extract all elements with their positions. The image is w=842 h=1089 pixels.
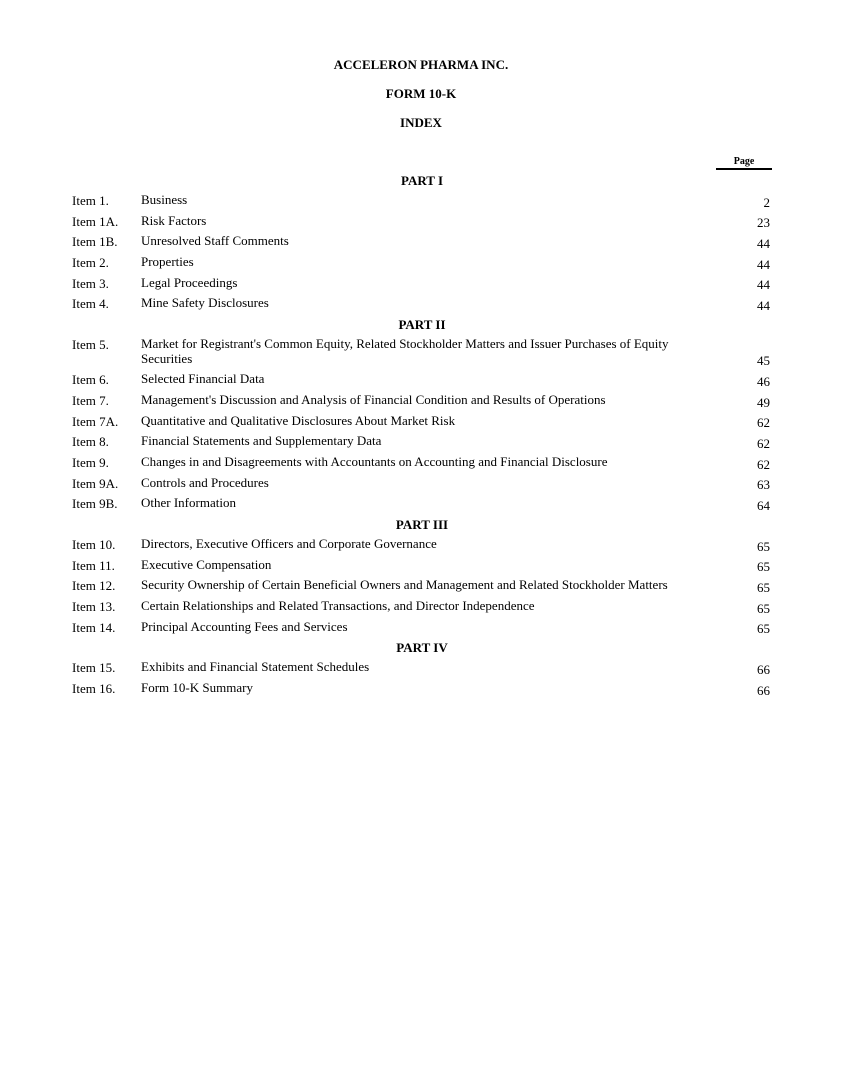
toc-row[interactable] [72, 391, 772, 412]
item-number: Item 6. [72, 372, 109, 388]
item-page-number: 62 [757, 456, 770, 472]
item-title[interactable]: Form 10-K Summary [141, 680, 253, 696]
item-number: Item 1. [72, 193, 109, 208]
item-number: Item 13. [72, 599, 116, 614]
item-title[interactable]: Unresolved Staff Comments [141, 233, 289, 249]
company-name: ACCELERON PHARMA INC. [333, 57, 509, 72]
item-number: Item 9B. [72, 496, 118, 512]
toc-row[interactable] [72, 253, 772, 274]
item-title[interactable]: Changes in and Disagreements with Accountants on Accounting and Financial Disclosure [141, 453, 608, 469]
item-page-number: 44 [757, 256, 770, 272]
item-page-number: 23 [757, 215, 770, 231]
item-page-number: 45 [757, 353, 770, 369]
item-title[interactable]: Principal Accounting Fees and Services [141, 618, 348, 634]
item-page-number: 66 [757, 662, 770, 678]
item-title[interactable]: Financial Statements and Supplementary Data [141, 433, 382, 449]
item-page-number: 65 [757, 538, 770, 554]
item-page-number: 62 [757, 415, 770, 431]
page-column-header: Page [716, 156, 772, 170]
item-title[interactable]: Market for Registrant's Common Equity, Related Stockholder Matters and Issuer Purchases of Equity Securities [141, 336, 669, 366]
item-number: Item 9A. [72, 475, 119, 491]
item-title[interactable]: Certain Relationships and Related Transactions, and Director Independence [141, 598, 535, 613]
item-title[interactable]: Risk Factors [141, 212, 207, 228]
toc-row[interactable] [72, 294, 772, 315]
item-title[interactable]: Other Information [141, 495, 236, 511]
toc-row[interactable] [72, 232, 772, 253]
item-number: Item 12. [72, 578, 116, 594]
item-number: Item 7A. [72, 413, 119, 429]
toc-row[interactable] [72, 494, 772, 515]
toc-row[interactable] [72, 191, 772, 212]
item-number: Item 8. [72, 434, 109, 450]
item-number: Item 4. [72, 296, 109, 312]
toc-row[interactable] [72, 274, 772, 295]
item-page-number: 2 [763, 194, 770, 210]
toc-row[interactable] [72, 370, 772, 391]
item-page-number: 49 [757, 394, 770, 410]
item-page-number: 44 [757, 298, 770, 314]
item-title[interactable]: Legal Proceedings [141, 274, 238, 290]
toc-row[interactable] [72, 597, 772, 618]
item-page-number: 44 [757, 236, 770, 252]
item-number: Item 1A. [72, 213, 119, 229]
item-number: Item 2. [72, 255, 109, 271]
part-heading: PART II [398, 317, 446, 333]
toc-row[interactable] [72, 618, 772, 639]
item-title[interactable]: Directors, Executive Officers and Corporate Governance [141, 535, 437, 551]
toc-row[interactable] [72, 556, 772, 577]
toc-row[interactable] [72, 679, 772, 700]
item-title[interactable]: Management's Discussion and Analysis of Financial Condition and Results of Operations [141, 391, 606, 407]
form-title: FORM 10-K [385, 86, 457, 101]
part-heading: PART III [395, 516, 449, 532]
toc-row[interactable] [72, 576, 772, 597]
table-of-contents [72, 171, 772, 700]
item-number: Item 14. [72, 619, 116, 635]
item-page-number: 65 [757, 621, 770, 637]
item-page-number: 65 [757, 580, 770, 595]
item-page-number: 62 [757, 435, 770, 451]
item-number: Item 3. [72, 275, 109, 291]
item-page-number: 44 [757, 277, 770, 293]
item-number: Item 16. [72, 681, 116, 697]
item-number: Item 5. [72, 337, 109, 353]
item-title[interactable]: Mine Safety Disclosures [141, 295, 269, 311]
item-page-number: 64 [757, 497, 770, 513]
toc-row[interactable] [72, 474, 772, 495]
item-page-number: 63 [757, 477, 770, 493]
item-number: Item 10. [72, 536, 116, 552]
item-number: Item 9. [72, 454, 109, 470]
index-title: INDEX [400, 115, 442, 130]
toc-row[interactable] [72, 432, 772, 453]
item-page-number: 65 [757, 559, 770, 575]
item-number: Item 15. [72, 660, 116, 676]
item-title[interactable]: Business [141, 192, 188, 207]
item-page-number: 65 [757, 600, 770, 616]
toc-row[interactable] [72, 658, 772, 679]
item-title[interactable]: Executive Compensation [141, 556, 272, 572]
item-title[interactable]: Security Ownership of Certain Beneficial Owners and Management and Related Stockholder Matters [141, 577, 668, 593]
item-title[interactable]: Controls and Procedures [141, 474, 269, 490]
toc-row[interactable] [72, 212, 772, 233]
toc-row[interactable] [72, 412, 772, 433]
part-heading: PART IV [396, 640, 448, 656]
item-title[interactable]: Properties [141, 254, 194, 270]
item-number: Item 7. [72, 392, 109, 408]
part-heading: PART I [400, 173, 444, 188]
item-page-number: 66 [757, 682, 770, 698]
item-title[interactable]: Quantitative and Qualitative Disclosures About Market Risk [141, 412, 456, 428]
toc-row[interactable] [72, 453, 772, 474]
toc-row[interactable] [72, 535, 772, 556]
item-title[interactable]: Selected Financial Data [141, 371, 265, 387]
item-number: Item 1B. [72, 234, 118, 250]
item-title[interactable]: Exhibits and Financial Statement Schedules [141, 659, 370, 675]
item-page-number: 46 [757, 373, 770, 389]
item-number: Item 11. [72, 557, 115, 573]
toc-row[interactable] [72, 335, 772, 370]
